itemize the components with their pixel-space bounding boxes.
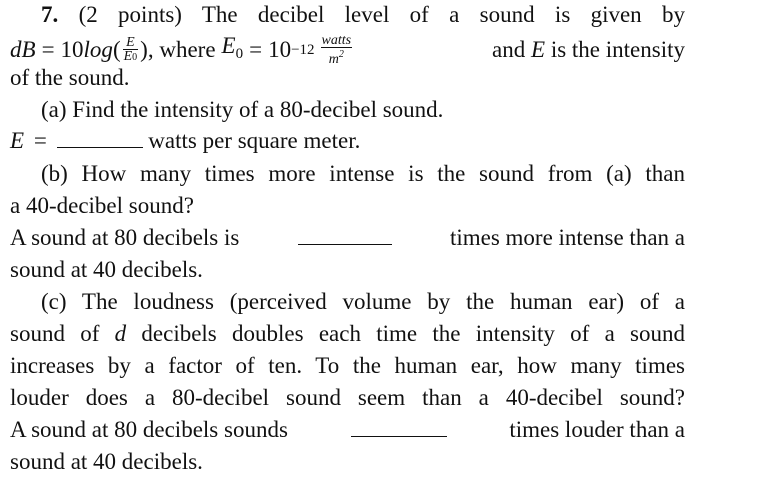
- part-b-answer-line2-text: sound at 40 decibels.: [10, 257, 203, 282]
- formula-equals: =: [41, 37, 55, 62]
- part-c-line1-text: (c) The loudness (perceived volume by the human ear) of a: [41, 289, 685, 314]
- part-c-line3: [10, 353, 685, 379]
- part-c-line2-b: decibels doubles each time the intensity of a sound: [141, 321, 686, 346]
- part-c-line2: [10, 321, 685, 347]
- formula-base: 10: [268, 37, 292, 62]
- part-b-answer-line2: [10, 257, 203, 283]
- part-b-question-text1: (b) How many times more intense is the sound from (a) than: [41, 161, 685, 186]
- formula-is-text: is the intensity: [550, 37, 685, 62]
- part-a-question-text: (a) Find the intensity of a 80-decibel sound.: [41, 97, 444, 122]
- formula-exponent: −12: [291, 42, 315, 58]
- part-c-answer-line2-text: sound at 40 decibels.: [10, 449, 203, 474]
- part-a-answer-blank[interactable]: [57, 129, 143, 148]
- part-c-answer-prefix: A sound at 80 decibels sounds: [10, 417, 288, 442]
- intro-end-line: [10, 65, 129, 91]
- intro-end-text: of the sound.: [10, 65, 130, 90]
- part-b-question-line1: [41, 161, 685, 187]
- formula-e0-equals: =: [249, 37, 263, 62]
- part-b-answer-suffix: times more intense than a: [449, 225, 685, 250]
- part-c-line3-text: increases by a factor of ten. To the human ear, how many times: [10, 353, 685, 378]
- part-b-question-line2: [10, 193, 194, 219]
- part-a-answer-line: [10, 128, 360, 154]
- problem-points: (2 points): [78, 2, 182, 27]
- formula-and: and: [492, 37, 526, 62]
- part-c-line2-var: d: [114, 321, 127, 346]
- formula-e0-sub: 0: [235, 46, 244, 62]
- part-a-answer-units: watts per square meter.: [148, 128, 361, 153]
- part-b-question-text2: a 40-decibel sound?: [10, 193, 194, 218]
- formula-units-numerator: watts: [321, 33, 352, 48]
- part-c-line4-text: louder does a 80-decibel sound seem than a 40-decibel sound?: [10, 385, 685, 410]
- formula-fraction: [123, 36, 139, 64]
- formula-log: log: [83, 37, 113, 62]
- formula-lhs: dB: [10, 37, 36, 62]
- part-b-answer-line: [10, 225, 685, 251]
- part-c-answer-line: [10, 417, 685, 443]
- part-b-answer-prefix: A sound at 80 decibels is: [10, 225, 240, 250]
- formula-units-denominator: m: [328, 52, 339, 67]
- part-a-answer-var: E: [10, 128, 25, 153]
- problem-intro-line: [41, 2, 685, 28]
- formula-coefficient: 10: [60, 37, 84, 62]
- part-a-question: [41, 97, 443, 123]
- formula-line: dB = 10 log ( $\frac{E}{E0}$ ) , where $E_0$ = 10 −12 $\frac{\text{watts}}{m^2}$ and E is the intensity: [10, 33, 685, 67]
- formula-where: , where: [147, 37, 216, 62]
- formula-units: [321, 34, 353, 66]
- formula-e-var: E: [531, 37, 546, 62]
- part-c-answer-line2: [10, 449, 203, 475]
- part-a-answer-eq: =: [33, 128, 47, 153]
- part-c-answer-blank[interactable]: [351, 418, 447, 437]
- formula-frac-den-sub: 0: [132, 52, 138, 63]
- part-c-line4: [10, 385, 685, 411]
- formula-frac-denominator: E: [123, 49, 133, 64]
- formula-e0: E: [221, 33, 236, 58]
- formula-units-den-sup: 2: [338, 49, 344, 60]
- part-c-line1: [41, 289, 685, 315]
- part-b-answer-blank[interactable]: [298, 226, 392, 245]
- formula-frac-numerator: E: [123, 36, 139, 50]
- part-c-line2-a: sound of: [10, 321, 100, 346]
- part-c-answer-suffix: times louder than a: [509, 417, 685, 442]
- problem-number: 7.: [41, 2, 59, 27]
- problem-intro-text: The decibel level of a sound is given by: [201, 2, 686, 27]
